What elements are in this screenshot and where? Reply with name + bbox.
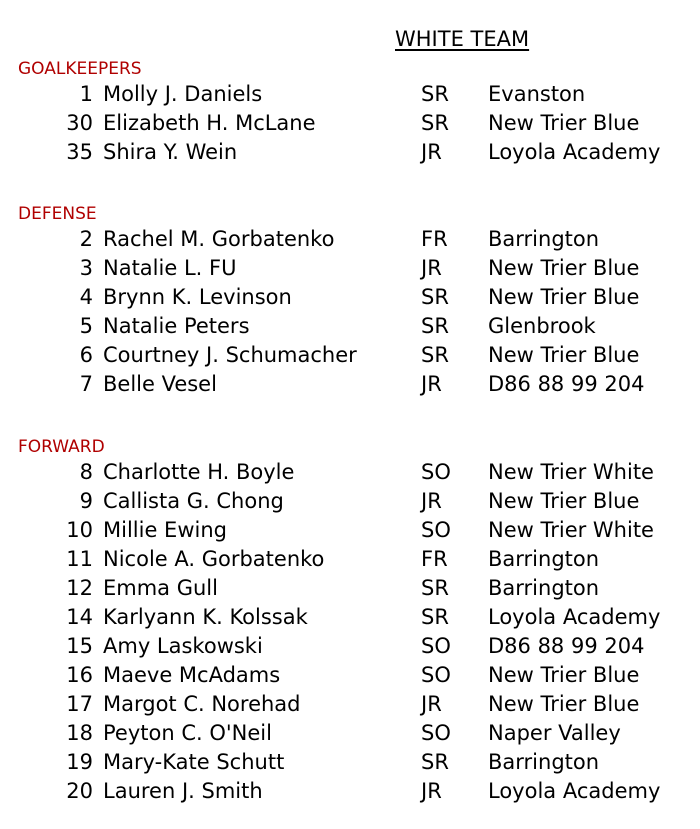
player-name: Margot C. Norehad — [103, 692, 301, 716]
player-name: Natalie Peters — [103, 314, 250, 338]
section-forward — [18, 436, 698, 806]
player-year: JR — [421, 372, 442, 396]
player-school: Barrington — [488, 750, 600, 774]
player-number: 14 — [66, 605, 93, 629]
player-school: D86 88 99 204 — [488, 372, 645, 396]
player-year: SR — [421, 82, 449, 106]
player-school: New Trier Blue — [488, 111, 640, 135]
player-number: 19 — [66, 750, 93, 774]
player-row — [18, 341, 698, 370]
player-name: Lauren J. Smith — [103, 779, 263, 803]
player-name: Emma Gull — [103, 576, 218, 600]
player-name: Nicole A. Gorbatenko — [103, 547, 325, 571]
player-number: 1 — [79, 82, 93, 106]
player-name: Charlotte H. Boyle — [103, 460, 295, 484]
player-number: 5 — [79, 314, 93, 338]
player-row — [18, 603, 698, 632]
player-year: SO — [421, 460, 451, 484]
player-school: Barrington — [488, 547, 600, 571]
player-school: New Trier Blue — [488, 663, 640, 687]
player-row — [18, 254, 698, 283]
player-row — [18, 690, 698, 719]
player-row — [18, 661, 698, 690]
player-school: D86 88 99 204 — [488, 634, 645, 658]
player-year: SO — [421, 518, 451, 542]
player-year: SR — [421, 111, 449, 135]
player-name: Millie Ewing — [103, 518, 227, 542]
player-row — [18, 748, 698, 777]
player-school: New Trier Blue — [488, 343, 640, 367]
section-title-goalkeepers: GOALKEEPERS — [18, 59, 142, 79]
player-name: Peyton C. O'Neil — [103, 721, 272, 745]
player-name: Amy Laskowski — [103, 634, 263, 658]
player-row — [18, 283, 698, 312]
player-name: Brynn K. Levinson — [103, 285, 292, 309]
player-year: SR — [421, 750, 449, 774]
player-school: Loyola Academy — [488, 605, 661, 629]
player-row — [18, 487, 698, 516]
player-name: Courtney J. Schumacher — [103, 343, 357, 367]
section-defense — [18, 203, 698, 399]
player-row — [18, 458, 698, 487]
player-year: SO — [421, 634, 451, 658]
player-row — [18, 225, 698, 254]
player-name: Mary-Kate Schutt — [103, 750, 285, 774]
player-number: 2 — [79, 227, 93, 251]
player-school: Glenbrook — [488, 314, 596, 338]
player-year: SO — [421, 721, 451, 745]
player-school: Barrington — [488, 576, 600, 600]
player-year: SR — [421, 285, 449, 309]
player-row — [18, 719, 698, 748]
player-name: Belle Vesel — [103, 372, 217, 396]
player-number: 16 — [66, 663, 93, 687]
player-year: SR — [421, 314, 449, 338]
player-year: FR — [421, 547, 448, 571]
player-year: JR — [421, 140, 442, 164]
player-number: 6 — [79, 343, 93, 367]
player-school: New Trier Blue — [488, 285, 640, 309]
player-year: JR — [421, 256, 442, 280]
player-year: SO — [421, 663, 451, 687]
player-school: New Trier Blue — [488, 489, 640, 513]
player-name: Maeve McAdams — [103, 663, 281, 687]
player-number: 30 — [66, 111, 93, 135]
player-row — [18, 80, 698, 109]
player-row — [18, 516, 698, 545]
player-number: 35 — [66, 140, 93, 164]
player-row — [18, 574, 698, 603]
player-number: 8 — [79, 460, 93, 484]
player-school: New Trier White — [488, 460, 654, 484]
player-school: New Trier Blue — [488, 256, 640, 280]
player-number: 20 — [66, 779, 93, 803]
player-school: New Trier Blue — [488, 692, 640, 716]
player-year: FR — [421, 227, 448, 251]
player-number: 17 — [66, 692, 93, 716]
player-school: Loyola Academy — [488, 779, 661, 803]
player-number: 10 — [66, 518, 93, 542]
section-title-forward: FORWARD — [18, 437, 105, 457]
player-school: Evanston — [488, 82, 586, 106]
player-name: Karlyann K. Kolssak — [103, 605, 308, 629]
player-number: 15 — [66, 634, 93, 658]
player-name: Molly J. Daniels — [103, 82, 263, 106]
player-row — [18, 109, 698, 138]
player-year: SR — [421, 576, 449, 600]
player-name: Rachel M. Gorbatenko — [103, 227, 335, 251]
player-year: SR — [421, 605, 449, 629]
player-number: 18 — [66, 721, 93, 745]
player-school: Naper Valley — [488, 721, 621, 745]
player-row — [18, 312, 698, 341]
team-title: WHITE TEAM — [395, 27, 530, 51]
player-row — [18, 370, 698, 399]
player-row — [18, 777, 698, 806]
player-name: Natalie L. FU — [103, 256, 237, 280]
player-name: Callista G. Chong — [103, 489, 284, 513]
player-number: 3 — [79, 256, 93, 280]
section-goalkeepers — [18, 58, 698, 167]
player-row — [18, 138, 698, 167]
section-title-defense: DEFENSE — [18, 204, 97, 224]
player-number: 11 — [66, 547, 93, 571]
player-number: 12 — [66, 576, 93, 600]
player-school: New Trier White — [488, 518, 654, 542]
player-row — [18, 545, 698, 574]
player-year: JR — [421, 779, 442, 803]
player-year: JR — [421, 489, 442, 513]
player-name: Elizabeth H. McLane — [103, 111, 316, 135]
player-school: Loyola Academy — [488, 140, 661, 164]
player-number: 7 — [79, 372, 93, 396]
player-number: 9 — [79, 489, 93, 513]
player-row — [18, 632, 698, 661]
player-year: JR — [421, 692, 442, 716]
player-name: Shira Y. Wein — [103, 140, 238, 164]
player-school: Barrington — [488, 227, 600, 251]
player-number: 4 — [79, 285, 93, 309]
player-year: SR — [421, 343, 449, 367]
